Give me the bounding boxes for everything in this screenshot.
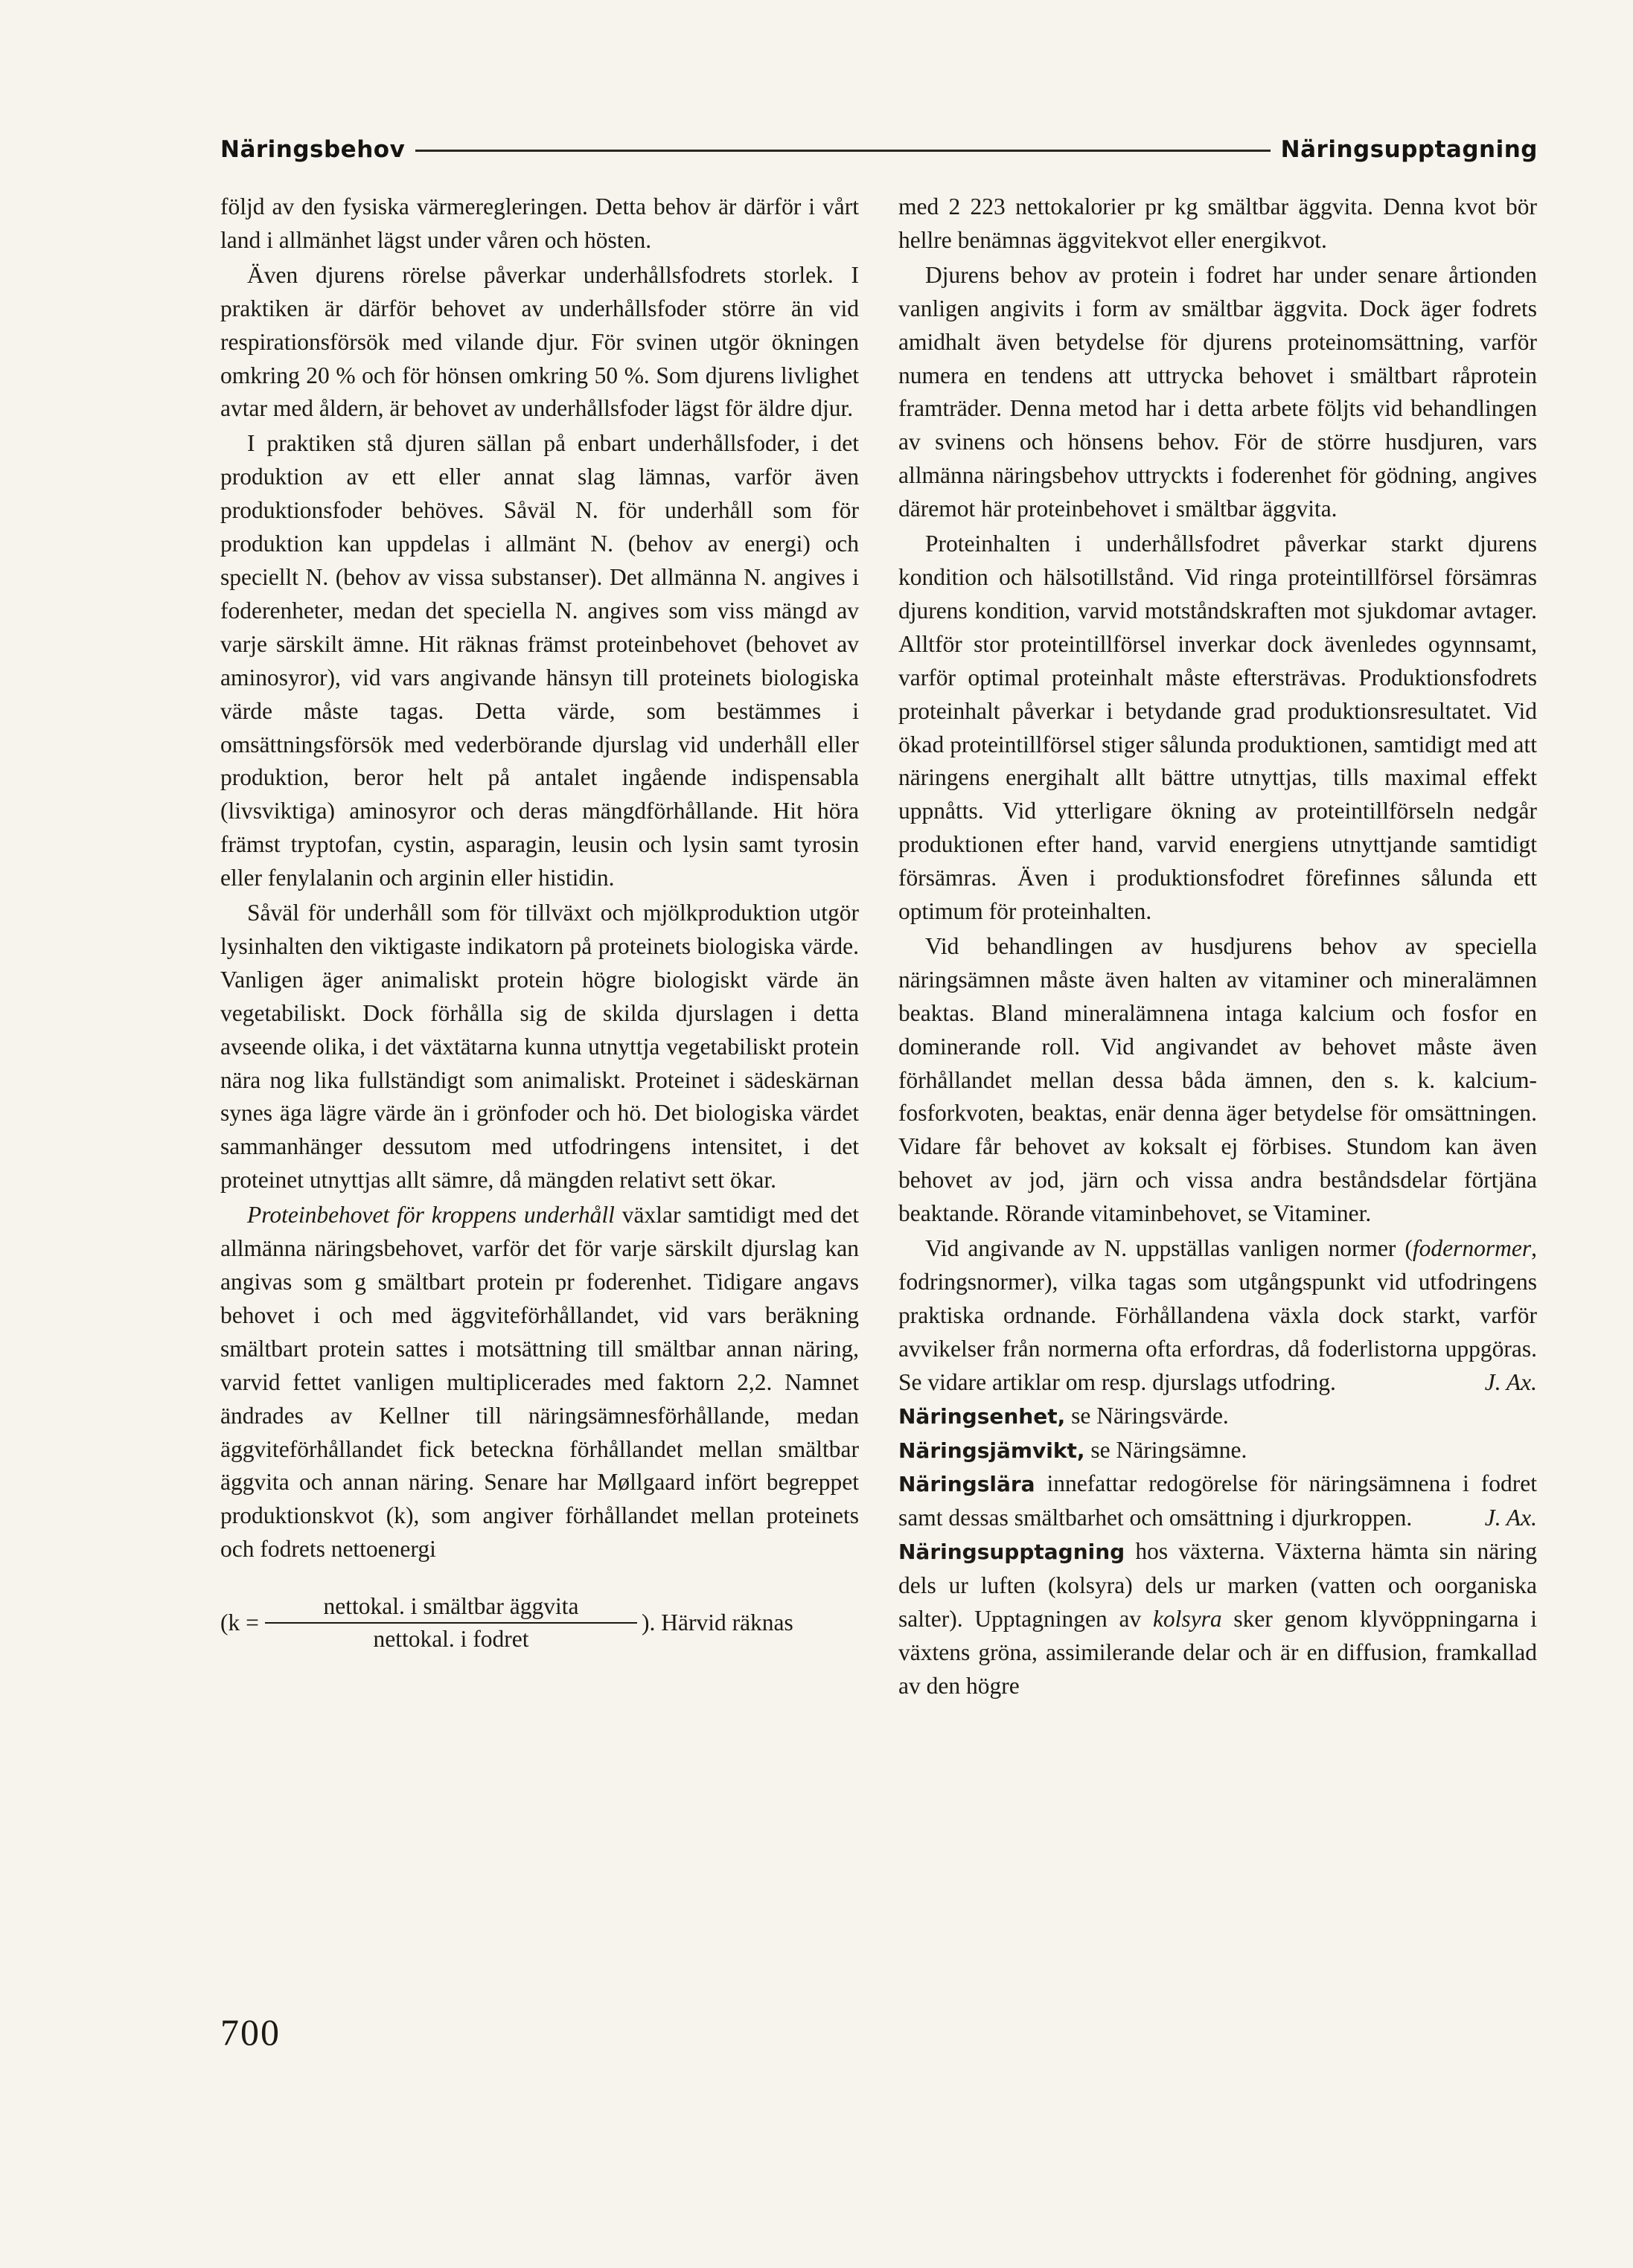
- page-number: 700: [220, 2011, 281, 2053]
- header-right-keyword: Näringsupptagning: [1280, 136, 1538, 163]
- formula-numerator: nettokal. i smältbar äggvita: [323, 1593, 579, 1620]
- paragraph: med 2 223 nettokalorier pr kg smältbar äggvita. Denna kvot bör hellre benämnas äggvitekvot eller energikvot.: [898, 193, 1537, 253]
- italic-term: kolsyra: [1152, 1606, 1222, 1633]
- italic-term: fodernormer: [1412, 1235, 1532, 1262]
- paragraph: Djurens behov av protein i fodret har under senare årtionden vanligen angivits i form av smältbar äggvita. Dock äger fodrets amidhalt även betydelse för djurens proteinomsättning, varför numera en tendens att uttrycka behovet i smältbart råprotein framträder. Denna metod har i detta arbete följts vid behandlingen av svinens och hönsens behov. För de större husdjuren, vars allmänna näringsbehov uttryckts i foderenhet för gödning, angives däremot här proteinbehovet i smältbar äggvita.: [898, 261, 1537, 522]
- left-column: [220, 190, 859, 1659]
- paragraph: Även djurens rörelse påverkar underhållsfodrets storlek. I praktiken är därför behovet av underhållsfoder större än vid respirationsförsök med vilande djur. För svinen utgör ökningen omkring 20 % och för hönsen omkring 50 %. Som djurens livlighet avtar med åldern, är behovet av underhållsfoder lägst för äldre djur.: [220, 261, 859, 422]
- right-column: [898, 190, 1537, 1703]
- paragraph: I praktiken stå djuren sällan på enbart underhållsfoder, i det produktion av ett eller annat slag lämnas, varför även produktionsfoder behöves. Såväl N. för underhåll som för produktion kan uppdelas i allmänt N. (behov av energi) och speciellt N. (behov av vissa substanser). Det allmänna N. angives i foderenheter, medan det speciella N. angives som viss mängd av varje särskilt ämne. Hit räknas främst proteinbehovet (behovet av aminosyror), vid vars angivande hänsyn till proteinets biologiska värde måste tagas. Detta värde, som bestämmes i omsättningsförsök med vederbörande djurslag vid underhåll eller produktion, beror helt på antalet ingående indispensabla (livsviktiga) aminosyror och deras mängdförhållande. Hit höra främst tryptofan, cystin, asparagin, leusin och lysin samt tyrosin eller fenylalanin och arginin eller histidin.: [220, 430, 859, 891]
- entry-naringsupptagning: [898, 1535, 1537, 1703]
- running-header: [220, 131, 1538, 168]
- entry-text: sker genom klyvöppningarna i växtens gröna, assimilerande delar och är en diffusion, framkallad av den högre: [898, 1606, 1538, 1699]
- formula-close: ). Härvid räknas: [642, 1609, 793, 1636]
- entry-text: hos växterna. Växterna hämta sin näring dels ur luften (kolsyra) dels ur marken (vatten och oorganiska salter). Upptagningen av: [898, 1538, 1537, 1633]
- paragraph: Vid behandlingen av husdjurens behov av speciella näringsämnen måste även halten av vitaminer och mineralämnen beaktas. Bland mineralämnena intaga kalcium och fosfor en dominerande roll. Vid angivandet av behovet måste även förhållandet mellan dessa båda ämnen, den s. k. kalcium-fosforkvoten, beaktas, enär denna äger betydelse för omsättningen. Vidare får behovet av koksalt ej förbises. Stundom kan även behovet av jod, järn och vissa andra beståndsdelar förtjäna beaktande. Rörande vitaminbehovet, se Vitaminer.: [898, 932, 1537, 1227]
- paragraph: följd av den fysiska värmeregleringen. Detta behov är därför i vårt land i allmänhet lägst under våren och hösten.: [220, 193, 859, 253]
- entry-headword: Näringsjämvikt,: [898, 1438, 1085, 1463]
- formula-open: (k =: [220, 1609, 259, 1636]
- entry-naringsenhet: [898, 1400, 1537, 1434]
- paragraph-text: Vid angivande av N. uppställas vanligen normer (: [925, 1235, 1413, 1262]
- entry-text: se Näringsämne.: [1084, 1436, 1247, 1463]
- author-signature: J. Ax.: [1484, 1505, 1537, 1531]
- entry-naringsjamvikt: [898, 1434, 1537, 1468]
- entry-text: se Näringsvärde.: [1065, 1402, 1229, 1429]
- header-rule: [415, 150, 1270, 152]
- formula-fraction: [265, 1591, 637, 1655]
- entry-text: innefattar redogörelse för näringsämnena i fodret samt dessas smältbarhet och omsättning i djurkroppen.: [898, 1470, 1537, 1531]
- paragraph-text: , fodringsnormer), vilka tagas som utgångspunkt vid utfodringens praktiska ordnande. Förhållandena växla dock starkt, varför avvikelser från normerna ofta erfordras, då foderlistorna uppgöras. Se vidare artiklar om resp. djurslags utfodring.: [898, 1235, 1537, 1395]
- entry-headword: Näringsenhet,: [898, 1403, 1066, 1429]
- header-left-keyword: Näringsbehov: [220, 136, 406, 163]
- paragraph: Såväl för underhåll som för tillväxt och mjölkproduktion utgör lysinhalten den viktigaste indikatorn på proteinets biologiska värde. Vanligen äger animaliskt protein högre biologiskt värde än vegetabiliskt. Dock förhålla sig de skilda djurslagen i detta avseende olika, i det växtätarna kunna utnyttja vegetabiliskt protein nära nog lika fullständigt som animaliskt. Proteinet i sädeskärnan synes äga lägre värde än i grönfoder och hö. Det biologiska värdet sammanhänger dessutom med utfodringens intensitet, i det proteinet utnyttjas allt sämre, då mängden relativt sett ökar.: [220, 900, 859, 1194]
- paragraph: [220, 1199, 859, 1566]
- paragraph: Proteinhalten i underhållsfodret påverkar starkt djurens kondition och hälsotillstånd. Vid ringa proteintillförsel försämras djurens kondition, varvid motståndskraften mot sjukdomar avtager. Alltför stor proteintillförsel inverkar dock ävenledes ogynnsamt, varför optimal proteinhalt måste eftersträvas. Produktionsfodrets proteinhalt påverkar i betydande grad produktionsresultatet. Vid ökad proteintillförsel stiger sålunda produktionen, samtidigt med att näringens energihalt allt bättre utnyttjas, tills maximal effekt uppnåtts. Vid ytterligare ökning av proteintillförseln nedgår produktionen efter hand, varvid energiens utnyttjande samtidigt försämras. Även i produktionsfodret förefinnes sålunda ett optimum för proteinhalten.: [898, 531, 1537, 925]
- paragraph: [898, 1232, 1537, 1400]
- entry-headword: Näringsupptagning: [898, 1540, 1125, 1565]
- formula-denominator: nettokal. i fodret: [373, 1626, 529, 1653]
- entry-headword: Näringslära: [898, 1472, 1035, 1497]
- italic-term: Proteinbehovet för kroppens underhåll: [247, 1202, 615, 1228]
- production-quotient-formula: [220, 1587, 859, 1659]
- paragraph-text: växlar samtidigt med det allmänna näringsbehovet, varför det för varje särskilt djurslag kan angivas som g smältbart protein pr foderenhet. Tidigare angavs behovet i och med äggviteförhållandet, vid vars beräkning smältbart protein sattes i motsättning till smältbar annan näring, varvid fettet vanligen multiplicerades med faktorn 2,2. Namnet ändrades av Kellner till näringsämnesförhållande, medan äggviteförhållandet fick beteckna förhållandet mellan smältbar äggvita och annan näring. Senare har Møllgaard infört begreppet produktionskvot (k), som angiver förhållandet mellan proteinets och fodrets nettoenergi: [220, 1202, 859, 1563]
- author-signature: J. Ax.: [1484, 1368, 1537, 1395]
- entry-naringslara: [898, 1467, 1537, 1535]
